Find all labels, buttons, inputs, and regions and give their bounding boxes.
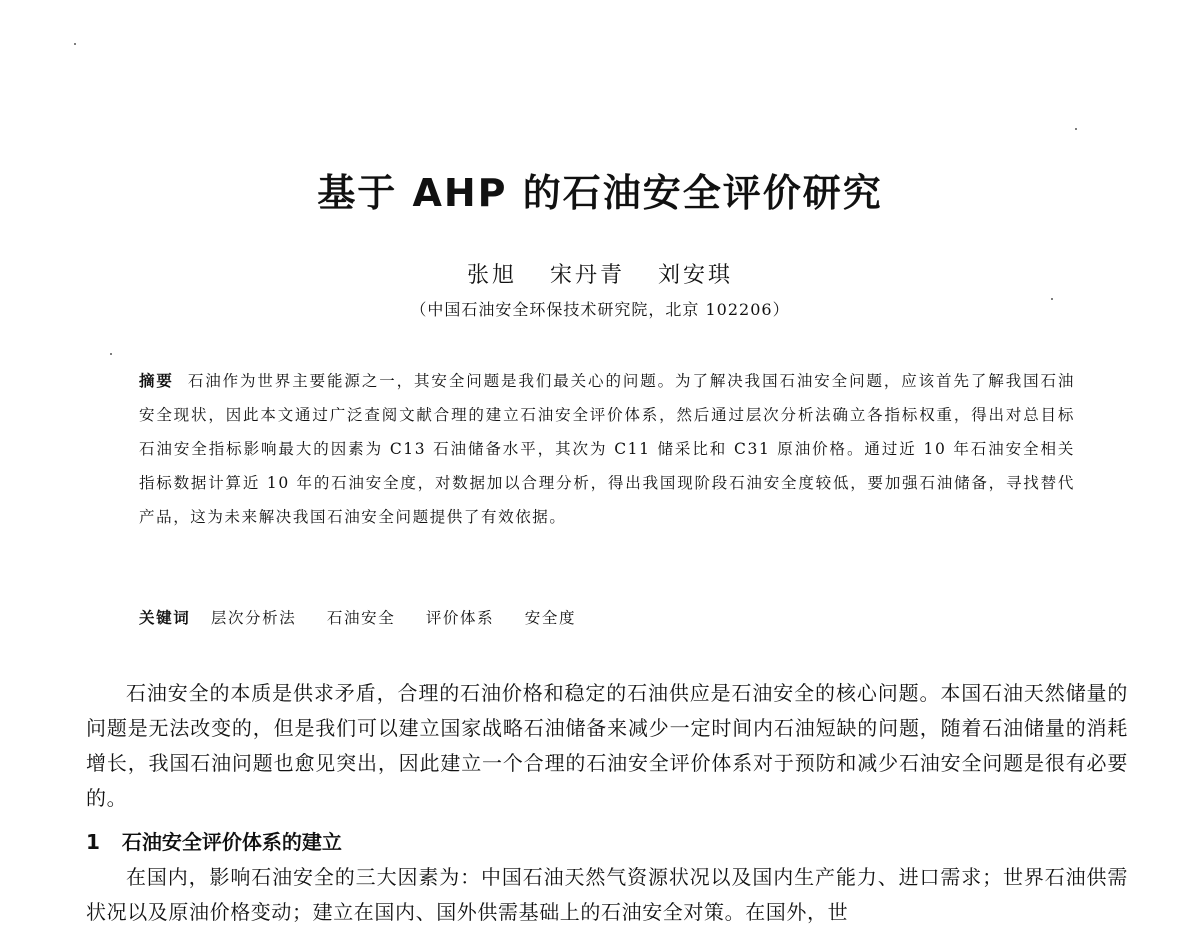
abstract [139,364,1075,534]
keyword: 安全度 [524,609,577,627]
keywords [139,606,600,628]
section-heading [86,826,342,855]
author-name: 刘安琪 [658,263,734,288]
author-affiliation: （中国石油安全环保技术研究院，北京 102206） [410,300,790,319]
abstract-text: 石油作为世界主要能源之一，其安全问题是我们最关心的问题。为了解决我国石油安全问题，应该首先了解我国石油安全现状，因此本文通过广泛查阅文献合理的建立石油安全评价体系，然后通过层次分析法确立各指标权重，得出对总目标石油安全指标影响最大的因素为 C13 石油储备水平，其次为 C11 储采比和 C31 原油价格。通过近 10 年石油安全相关指标数据计算近 10 年的石油安全度，对数据加以合理分析，得出我国现阶段石油安全度较低，要加强石油储备，寻找替代产品，这为未来解决我国石油安全问题提供了有效依据。 [139,372,1076,526]
author-list [0,258,1200,289]
body-paragraph: 在国内，影响石油安全的三大因素为：中国石油天然气资源状况以及国内生产能力、进口需求；世界石油供需状况以及原油价格变动；建立在国内、国外供需基础上的石油安全对策。在国外，世 [86,865,1128,924]
keywords-label: 关键词 [139,609,191,627]
scan-speck [110,353,112,355]
paper-title: 基于 AHP 的石油安全评价研究 [317,171,883,215]
scan-speck [1075,128,1077,130]
section-title: 石油安全评价体系的建立 [121,830,342,854]
abstract-label: 摘要 [139,372,174,390]
author-name: 张旭 [466,263,517,288]
author-name: 宋丹青 [549,263,625,288]
body-paragraph: 石油安全的本质是供求矛盾，合理的石油价格和稳定的石油供应是石油安全的核心问题。本国石油天然储量的问题是无法改变的，但是我们可以建立国家战略石油储备来减少一定时间内石油短缺的问题，随着石油储量的消耗增长，我国石油问题也愈见突出，因此建立一个合理的石油安全评价体系对于预防和减少石油安全问题是很有必要的。 [86,681,1128,810]
keyword: 层次分析法 [210,609,297,627]
scan-speck [74,43,76,45]
keyword: 石油安全 [326,609,396,627]
section-number: 1 [86,830,100,854]
keyword: 评价体系 [425,609,495,627]
